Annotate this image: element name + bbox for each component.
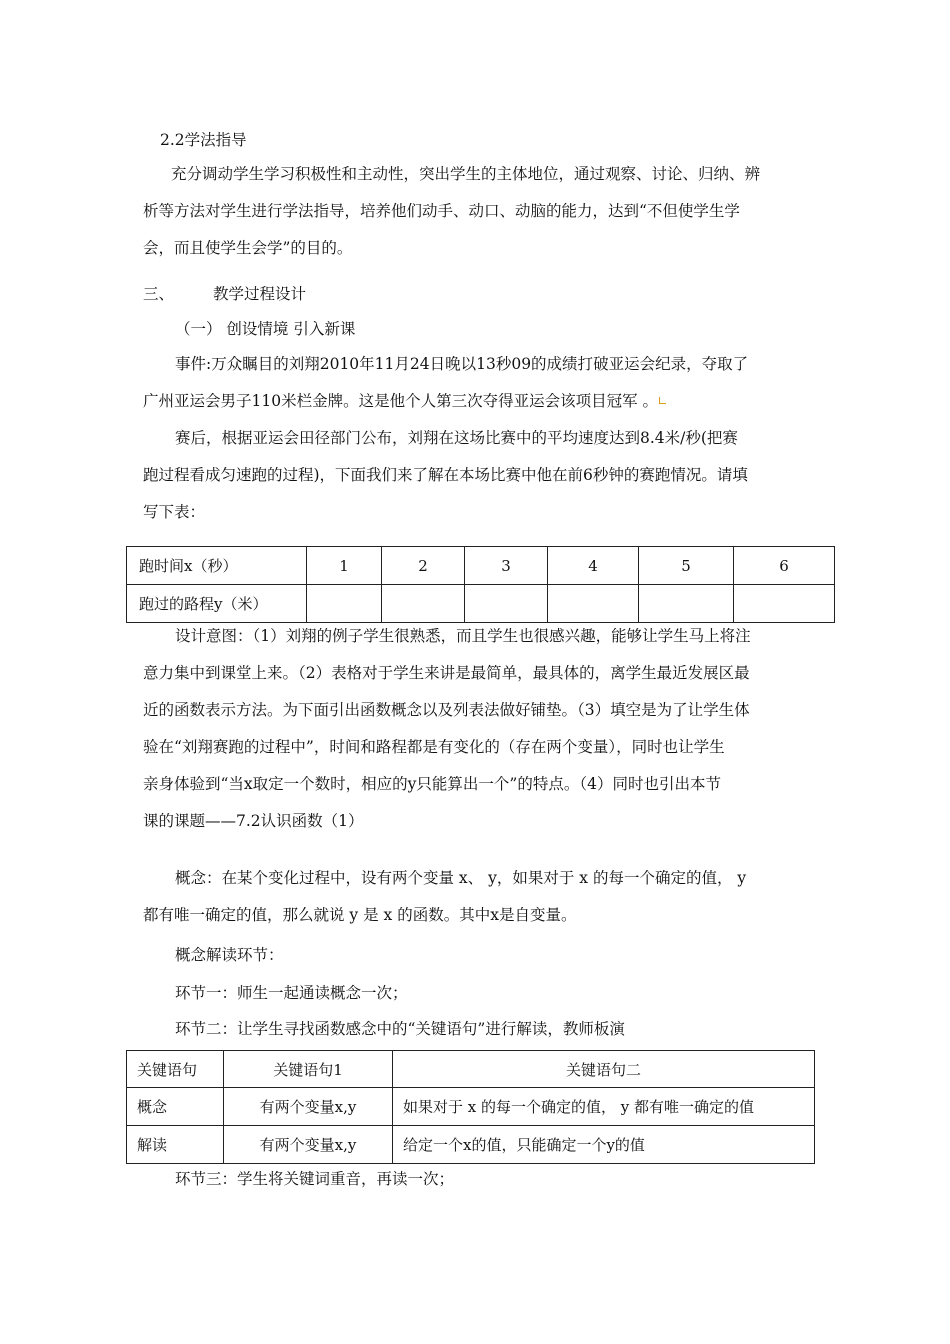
paragraph-line: 都有唯一确定的值，那么就说 y 是 x 的函数。其中x是自变量。 (143, 906, 577, 924)
table-cell-empty[interactable] (465, 585, 548, 623)
section-title: 教学过程设计 (213, 285, 307, 303)
paragraph-line: 析等方法对学生进行学法指导，培养他们动手、动口、动脑的能力，达到“不但使学生学 (143, 202, 740, 220)
sub-heading: （一） 创设情境 引入新课 (175, 320, 356, 338)
table-cell: 如果对于 x 的每一个确定的值， y 都有唯一确定的值 (393, 1088, 815, 1126)
table-cell: 给定一个x的值，只能确定一个y的值 (393, 1126, 815, 1164)
table-cell: 5 (639, 547, 734, 585)
table-cell-empty[interactable] (734, 585, 835, 623)
race-table (126, 546, 835, 623)
table-cell: 有两个变量x,y (224, 1126, 393, 1164)
key-phrase-table (126, 1050, 815, 1164)
paragraph-line-text: 广州亚运会男子110米栏金牌。这是他个人第三次夺得亚运会该项目冠军 。 (143, 392, 659, 410)
table-cell: 6 (734, 547, 835, 585)
design-intent-paragraph (143, 625, 811, 847)
table-cell: 跑时间x（秒） (127, 547, 307, 585)
table-cell-empty[interactable] (639, 585, 734, 623)
section-number: 三、 (143, 285, 175, 303)
paragraph-line: 事件:万众瞩目的刘翔2010年11月24日晚以13秒09的成绩打破亚运会纪录，夺取了 (175, 355, 749, 373)
paragraph-line: 跑过程看成匀速跑的过程)，下面我们来了解在本场比赛中他在前6秒钟的赛跑情况。请填 (143, 466, 748, 484)
table-cell: 3 (465, 547, 548, 585)
table-row (127, 585, 835, 623)
table-header-cell: 关键语句1 (224, 1051, 393, 1088)
after-race-paragraph (143, 427, 811, 538)
paragraph-line: 设计意图：（1）刘翔的例子学生很熟悉，而且学生也很感兴趣，能够让学生马上将注 (175, 627, 751, 645)
paragraph-line (143, 390, 811, 427)
table-row (127, 1126, 815, 1164)
table-cell-empty[interactable] (548, 585, 639, 623)
paragraph-line: 意力集中到课堂上来。（2）表格对于学生来讲是最简单，最具体的，离学生最近发展区最 (143, 664, 750, 682)
section-heading-2-2: 2.2学法指导 (160, 131, 247, 149)
table-header-cell: 关键语句二 (393, 1051, 815, 1088)
table-cell-empty[interactable] (307, 585, 382, 623)
paragraph-line: 课的课题——7.2认识函数（1） (143, 812, 364, 830)
table-cell: 概念 (127, 1088, 224, 1126)
table-cell-empty[interactable] (382, 585, 465, 623)
step-two: 环节二：让学生寻找函数感念中的“关键语句”进行解读，教师板演 (175, 1020, 625, 1038)
concept-paragraph (143, 867, 811, 941)
paragraph-line: 写下表： (143, 503, 206, 521)
table-row (127, 1088, 815, 1126)
table-cell: 跑过的路程y（米） (127, 585, 307, 623)
concept-reading-heading: 概念解读环节： (175, 946, 284, 964)
edit-mark-icon (659, 397, 666, 404)
paragraph-line: 赛后，根据亚运会田径部门公布，刘翔在这场比赛中的平均速度达到8.4米/秒(把赛 (175, 429, 738, 447)
step-three: 环节三：学生将关键词重音，再读一次； (175, 1170, 455, 1188)
paragraph-line: 亲身体验到“当x取定一个数时，相应的y只能算出一个”的特点。（4）同时也引出本节 (143, 775, 721, 793)
table-cell: 有两个变量x,y (224, 1088, 393, 1126)
step-one: 环节一：师生一起通读概念一次； (175, 984, 408, 1002)
table-header-cell: 关键语句 (127, 1051, 224, 1088)
paragraph-line: 近的函数表示方法。为下面引出函数概念以及列表法做好铺垫。（3）填空是为了让学生体 (143, 701, 750, 719)
table-row (127, 547, 835, 585)
study-guide-paragraph (143, 163, 811, 274)
table-cell: 4 (548, 547, 639, 585)
paragraph-line: 验在“刘翔赛跑的过程中”，时间和路程都是有变化的（存在两个变量），同时也让学生 (143, 738, 725, 756)
table-cell: 1 (307, 547, 382, 585)
table-header-row (127, 1051, 815, 1088)
table-cell: 2 (382, 547, 465, 585)
paragraph-line: 概念：在某个变化过程中，设有两个变量 x、 y，如果对于 x 的每一个确定的值， y (175, 869, 747, 887)
paragraph-line: 充分调动学生学习积极性和主动性，突出学生的主体地位，通过观察、讨论、归纳、辨 (171, 165, 761, 183)
event-paragraph (143, 353, 811, 427)
table-cell: 解读 (127, 1126, 224, 1164)
paragraph-line: 会，而且使学生会学”的目的。 (143, 239, 353, 257)
